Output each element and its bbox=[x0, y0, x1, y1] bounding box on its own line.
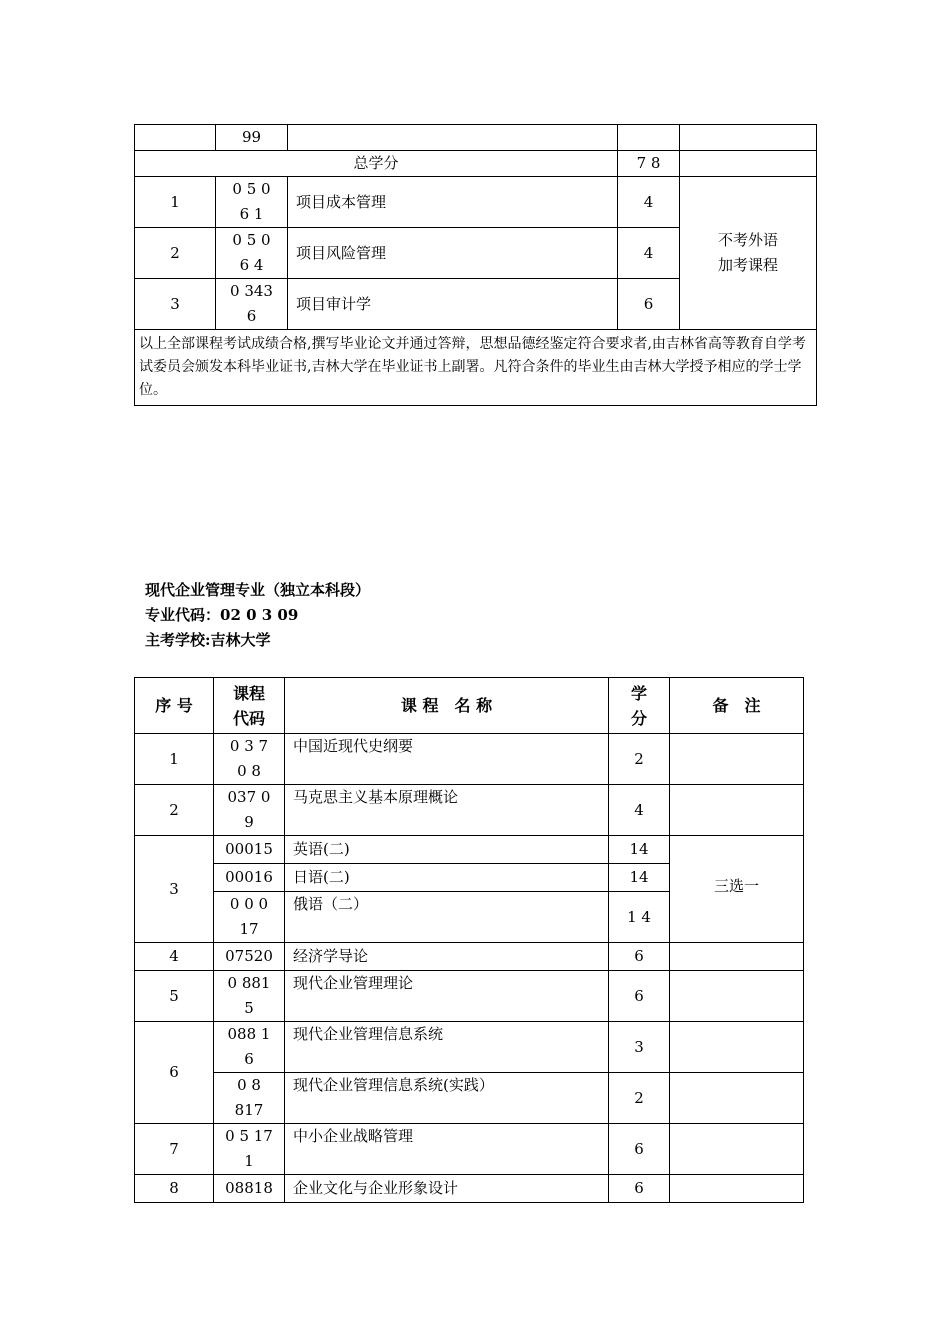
cell-no: 8 bbox=[135, 1175, 214, 1203]
cell-name: 日语(二) bbox=[285, 864, 609, 892]
cell-name: 经济学导论 bbox=[285, 943, 609, 971]
cell-remark bbox=[670, 943, 804, 971]
code-line: 17 bbox=[239, 920, 259, 938]
footnote-text: 以上全部课程考试成绩合格,撰写毕业论文并通过答辩，思想品德经鉴定符合要求者,由吉林省高等教育自学考试委员会颁发本科毕业证书,吉林大学在毕业证书上副署。凡符合条件的毕业生由吉林大学授予相应的学士学位。 bbox=[135, 330, 817, 406]
cell-name: 中国近现代史纲要 bbox=[285, 734, 609, 785]
cell-name bbox=[288, 125, 618, 151]
cell-remark bbox=[670, 1022, 804, 1073]
cell-remark bbox=[680, 125, 817, 151]
cell-code: 07520 bbox=[214, 943, 285, 971]
header-line: 代码 bbox=[232, 708, 265, 728]
cell-credit: 1 4 bbox=[609, 892, 670, 943]
total-credits-row bbox=[135, 151, 817, 177]
code-line: 0 343 bbox=[230, 282, 273, 300]
cell-credit: 6 bbox=[609, 971, 670, 1022]
cell-code bbox=[214, 1124, 285, 1175]
code-line: 1 bbox=[244, 1152, 254, 1170]
cell-remark bbox=[670, 1175, 804, 1203]
header-no: 序 号 bbox=[135, 678, 214, 734]
cell-name: 现代企业管理信息系统(实践） bbox=[285, 1073, 609, 1124]
cell-no: 3 bbox=[135, 836, 214, 943]
table-row bbox=[135, 943, 804, 971]
code-line: 6 bbox=[246, 307, 257, 325]
table-row bbox=[135, 125, 817, 151]
cell-code bbox=[214, 971, 285, 1022]
header-credit bbox=[609, 678, 670, 734]
total-credits-label: 总学分 bbox=[135, 151, 618, 177]
cell-name: 企业文化与企业形象设计 bbox=[285, 1175, 609, 1203]
cell-no: 2 bbox=[135, 785, 214, 836]
cell-no: 6 bbox=[135, 1022, 214, 1124]
cell-no: 1 bbox=[135, 734, 214, 785]
cell-credit: 2 bbox=[609, 734, 670, 785]
total-credits-value: 7 8 bbox=[618, 151, 680, 177]
table-row bbox=[135, 971, 804, 1022]
code-line: 0 5 0 bbox=[232, 231, 271, 249]
cell-name: 项目成本管理 bbox=[288, 177, 618, 228]
cell-credit: 14 bbox=[609, 836, 670, 864]
cell-name: 项目审计学 bbox=[288, 279, 618, 330]
code-line: 0 8 bbox=[237, 1076, 261, 1094]
code-line: 6 1 bbox=[239, 205, 264, 223]
cell-credit: 6 bbox=[618, 279, 680, 330]
header-name: 课 程 名 称 bbox=[285, 678, 609, 734]
cell-code bbox=[216, 228, 288, 279]
cell-code: 99 bbox=[216, 125, 288, 151]
table-row bbox=[135, 1073, 804, 1124]
code-line: 9 bbox=[244, 813, 254, 831]
code-line: 6 bbox=[244, 1050, 254, 1068]
cell-credit: 6 bbox=[609, 1124, 670, 1175]
cell-code bbox=[214, 1073, 285, 1124]
cell-remark bbox=[670, 1073, 804, 1124]
code-line: 5 bbox=[244, 999, 254, 1017]
header-line: 学 bbox=[630, 683, 647, 703]
cell-credit: 4 bbox=[609, 785, 670, 836]
code-line: 817 bbox=[234, 1101, 264, 1119]
code-line: 0 8 bbox=[237, 762, 261, 780]
cell-code: 08818 bbox=[214, 1175, 285, 1203]
cell-no bbox=[135, 125, 216, 151]
table-row bbox=[135, 836, 804, 864]
header-code bbox=[214, 678, 285, 734]
cell-no: 4 bbox=[135, 943, 214, 971]
table-row bbox=[135, 1175, 804, 1203]
cell-name: 俄语（二） bbox=[285, 892, 609, 943]
code-line: 0 881 bbox=[227, 974, 271, 992]
code-line: 0 3 7 bbox=[229, 737, 269, 755]
cell-credit: 3 bbox=[609, 1022, 670, 1073]
cell-name: 现代企业管理信息系统 bbox=[285, 1022, 609, 1073]
cell-code bbox=[216, 177, 288, 228]
cell-code bbox=[214, 892, 285, 943]
cell-code bbox=[214, 734, 285, 785]
course-table-1 bbox=[134, 124, 817, 406]
code-line: 088 1 bbox=[227, 1025, 271, 1043]
code-line: 0 5 0 bbox=[232, 180, 271, 198]
cell-code bbox=[214, 785, 285, 836]
header-line: 课程 bbox=[232, 683, 265, 703]
cell-credit: 2 bbox=[609, 1073, 670, 1124]
cell-remark bbox=[670, 971, 804, 1022]
cell-remark bbox=[670, 1124, 804, 1175]
cell-name: 中小企业战略管理 bbox=[285, 1124, 609, 1175]
table-row bbox=[135, 177, 817, 228]
header-remark: 备 注 bbox=[670, 678, 804, 734]
cell-remark: 三选一 bbox=[670, 836, 804, 943]
remark-line: 不考外语 bbox=[717, 231, 778, 249]
cell-remark bbox=[680, 151, 817, 177]
major-title: 现代企业管理专业（独立本科段） bbox=[145, 581, 371, 599]
table-row bbox=[135, 1124, 804, 1175]
cell-name: 现代企业管理理论 bbox=[285, 971, 609, 1022]
cell-credit: 4 bbox=[618, 228, 680, 279]
cell-credit: 6 bbox=[609, 943, 670, 971]
cell-name: 英语(二) bbox=[285, 836, 609, 864]
cell-credit bbox=[618, 125, 680, 151]
cell-no: 2 bbox=[135, 228, 216, 279]
cell-no: 7 bbox=[135, 1124, 214, 1175]
cell-credit: 14 bbox=[609, 864, 670, 892]
cell-name: 项目风险管理 bbox=[288, 228, 618, 279]
header-row bbox=[135, 678, 804, 734]
cell-no: 1 bbox=[135, 177, 216, 228]
table-row bbox=[135, 734, 804, 785]
cell-code bbox=[214, 1022, 285, 1073]
cell-remark bbox=[670, 734, 804, 785]
table-row bbox=[135, 1022, 804, 1073]
table-row bbox=[135, 785, 804, 836]
cell-code: 00016 bbox=[214, 864, 285, 892]
cell-no: 3 bbox=[135, 279, 216, 330]
cell-no: 5 bbox=[135, 971, 214, 1022]
code-line: 0 0 0 bbox=[229, 895, 269, 913]
major-code: 专业代码：02 0 3 09 bbox=[145, 606, 299, 624]
course-table-2 bbox=[134, 677, 804, 1203]
code-line: 0 5 17 bbox=[225, 1127, 273, 1145]
major-school: 主考学校:吉林大学 bbox=[145, 631, 271, 649]
cell-credit: 6 bbox=[609, 1175, 670, 1203]
cell-credit: 4 bbox=[618, 177, 680, 228]
cell-name: 马克思主义基本原理概论 bbox=[285, 785, 609, 836]
cell-code: 00015 bbox=[214, 836, 285, 864]
cell-remark bbox=[680, 177, 817, 330]
remark-line: 加考课程 bbox=[717, 256, 778, 274]
code-line: 6 4 bbox=[239, 256, 264, 274]
code-line: 037 0 bbox=[227, 788, 271, 806]
cell-remark bbox=[670, 785, 804, 836]
header-line: 分 bbox=[630, 708, 647, 728]
footnote-row bbox=[135, 330, 817, 406]
cell-code bbox=[216, 279, 288, 330]
